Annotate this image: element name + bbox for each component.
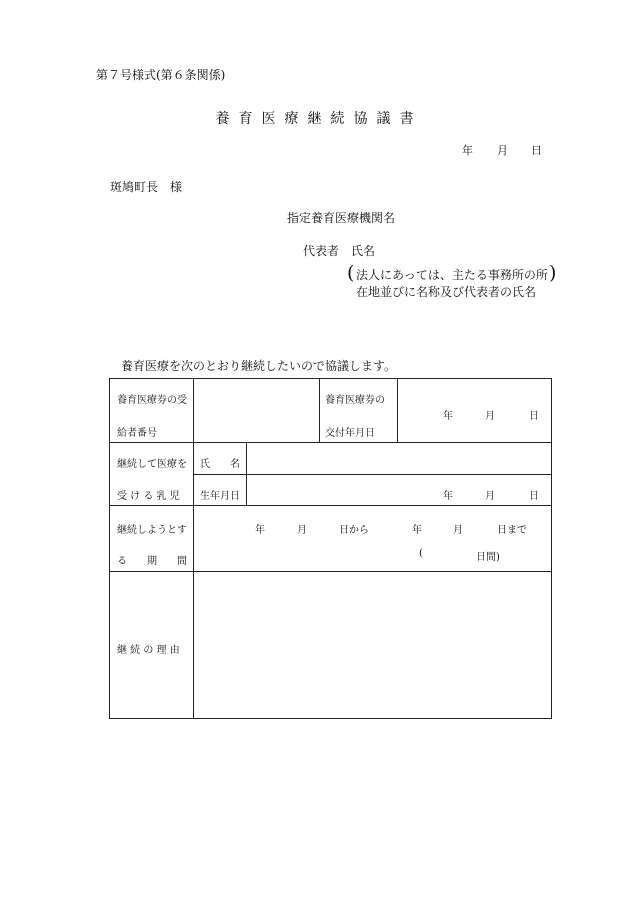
reason-field[interactable]: [200, 579, 544, 709]
document-title: 養育医療継続協議書: [215, 111, 423, 127]
birth-day-label: 日: [529, 491, 539, 502]
form-number: 第７号様式(第６条関係): [96, 68, 226, 82]
recipient-number-label-cont: 給者番号: [117, 428, 157, 439]
recipient-number-label: 養育医療券の受: [117, 395, 187, 406]
table-divider: [319, 379, 320, 442]
table-divider: [193, 379, 194, 718]
table-divider: [246, 442, 247, 505]
note-line-1: 法人にあっては、主たる事務所の所: [356, 268, 548, 282]
reason-label: 継 続 の 理 由: [117, 645, 180, 656]
institution-label: 指定養育医療機関名: [287, 211, 396, 225]
birth-date-label: 生年月日: [200, 491, 240, 502]
table-divider: [397, 379, 398, 442]
period-days-open: (: [419, 548, 423, 559]
issue-year-label: 年: [443, 411, 453, 422]
period-to-day: 日まで: [497, 525, 527, 536]
infant-label-cont: 受 け る 乳 児: [117, 491, 180, 502]
issue-month-label: 月: [485, 411, 495, 422]
birth-year-label: 年: [443, 491, 453, 502]
representative-label: 代表者 氏名: [303, 244, 376, 258]
period-to-month: 月: [453, 525, 463, 536]
period-days-label: 日間): [476, 552, 500, 563]
date-year-label: 年: [462, 144, 473, 157]
period-from-day: 日から: [339, 525, 369, 536]
table-divider: [110, 505, 551, 506]
period-label: 継続しようとす: [117, 525, 187, 536]
note-close-bracket-icon: ): [549, 262, 557, 284]
infant-label: 継続して医療を: [117, 459, 187, 470]
date-day-label: 日: [531, 144, 542, 157]
note-line-2: 在地並びに名称及び代表者の氏名: [356, 285, 537, 299]
issue-day-label: 日: [529, 411, 539, 422]
period-to-year: 年: [412, 525, 422, 536]
table-divider: [110, 571, 551, 572]
table-divider: [110, 442, 551, 443]
infant-name-label: 氏 名: [200, 459, 240, 470]
table-divider: [194, 474, 551, 475]
date-month-label: 月: [497, 144, 508, 157]
continuation-form-table: [109, 378, 552, 719]
intro-statement: 養育医療を次のとおり継続したいので協議します。: [121, 359, 397, 373]
birth-month-label: 月: [485, 491, 495, 502]
issue-date-label: 養育医療券の: [325, 395, 385, 406]
addressee: 斑鳩町長 様: [110, 180, 183, 194]
period-from-year: 年: [255, 525, 265, 536]
note-open-bracket-icon: (: [347, 262, 355, 284]
period-label-cont: る 期 間: [117, 556, 187, 567]
period-from-month: 月: [297, 525, 307, 536]
issue-date-label-cont: 交付年月日: [325, 428, 375, 439]
